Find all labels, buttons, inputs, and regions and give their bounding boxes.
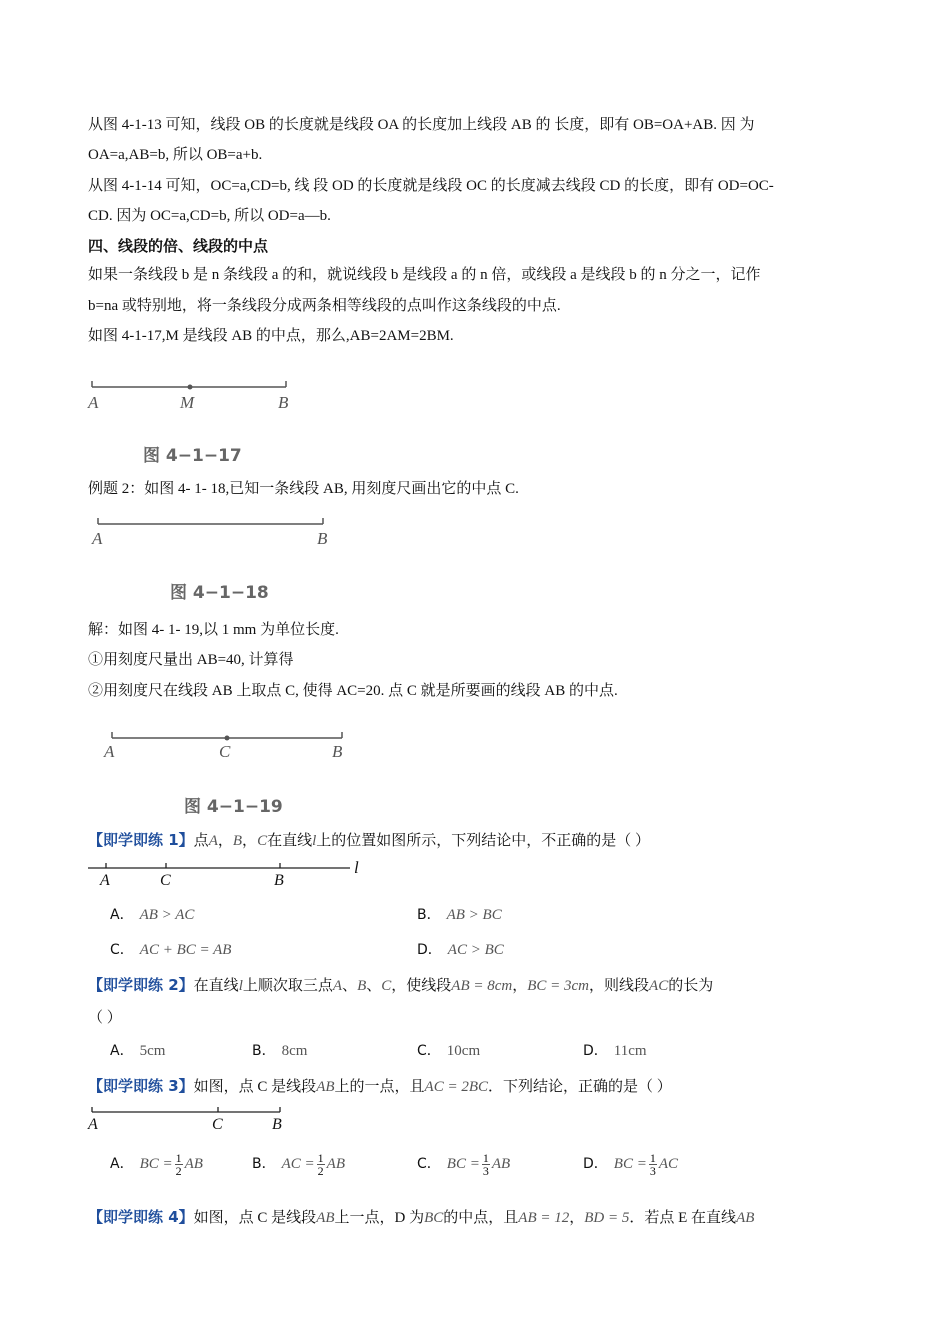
question-text: 如图，点 C 是线段 (193, 1079, 317, 1095)
question-text: 上顺次取三点 (242, 978, 333, 994)
option-text: 11cm (613, 1043, 647, 1059)
option-label: A． (110, 1043, 134, 1059)
option-label: B． (252, 1043, 276, 1059)
option-c[interactable] (417, 1040, 480, 1060)
separator: ， (569, 1210, 585, 1226)
fraction-numerator: 1 (175, 1151, 182, 1165)
fraction-denominator: 2 (175, 1164, 182, 1178)
fraction-numerator: 1 (482, 1151, 489, 1165)
fraction-denominator: 2 (317, 1164, 324, 1178)
option-label: C． (417, 1155, 441, 1172)
point-label-c: C (212, 1116, 223, 1133)
figure-caption: 图 4−1−19 (184, 797, 283, 817)
option-label: B． (252, 1155, 276, 1172)
point-label-a: A (92, 529, 103, 548)
paragraph-line: b=na 或特别地，将一条线段分成两条相等线段的点叫作这条线段的中点. (88, 298, 561, 314)
math-point: C (257, 833, 268, 849)
fraction-numerator: 1 (649, 1151, 656, 1165)
math-expr: AC (649, 978, 669, 994)
option-d[interactable] (583, 1152, 678, 1177)
fraction-denominator: 3 (649, 1164, 656, 1178)
option-a[interactable] (110, 1040, 165, 1060)
line-label-l: l (354, 858, 359, 877)
paragraph-line: 从图 4-1-14 可知，OC=a,CD=b, 线 段 OD 的长度就是线段 OC 的长度减去线段 CD 的长度，即有 OD=OC- (88, 178, 774, 194)
option-label: C． (417, 1043, 441, 1059)
point-label-a: A (88, 393, 99, 412)
question-text: 在直线 (267, 833, 313, 849)
option-lhs: BC = (446, 1155, 480, 1172)
paragraph-line: 如图 4-1-17,M 是线段 AB 的中点，那么,AB=2AM=2BM. (88, 328, 454, 344)
point-label-b: B (317, 529, 328, 548)
option-text: 10cm (446, 1043, 481, 1059)
solution-line: ①用刻度尺量出 AB=40, 计算得 (88, 652, 294, 668)
math-point: A (332, 978, 343, 994)
paragraph-line: CD. 因为 OC=a,CD=b, 所以 OD=a—b. (88, 208, 331, 224)
question-text: 上一点，D 为 (334, 1210, 425, 1226)
fraction-denominator: 3 (482, 1164, 489, 1178)
point-label-b: B (332, 742, 343, 761)
option-text: AB > AC (139, 907, 195, 923)
question-text: 的中点，且 (443, 1210, 519, 1226)
option-a[interactable] (110, 1152, 203, 1177)
figure-caption: 图 4−1−18 (170, 583, 269, 603)
option-b[interactable] (252, 1040, 307, 1060)
math-point: A (208, 833, 218, 849)
math-point: B (232, 833, 243, 849)
exercise-4-question (88, 1202, 868, 1233)
separator: ， (512, 978, 528, 994)
question-text: 上的一点，且 (334, 1079, 425, 1095)
math-expr: BD = 5 (584, 1210, 630, 1226)
option-text: AC > BC (447, 942, 504, 958)
option-label: D． (417, 942, 442, 958)
option-label: A． (110, 1155, 134, 1172)
separator: 、 (342, 978, 358, 994)
option-label: A． (110, 907, 134, 923)
math-expr: AB = 12 (518, 1210, 570, 1226)
exercise-tag: 【即学即练 2】 (88, 976, 194, 994)
option-text: 5cm (139, 1043, 166, 1059)
exercise-3-figure (88, 1104, 308, 1140)
question-text: ，使线段 (391, 978, 452, 994)
option-a[interactable] (110, 904, 194, 924)
math-line: l (238, 978, 243, 994)
option-label: C． (110, 942, 134, 958)
question-text: ．下列结论，正确的是（ ） (488, 1079, 672, 1095)
example-2-text: 例题 2：如图 4- 1- 18,已知一条线段 AB, 用刻度尺画出它的中点 C. (88, 481, 519, 497)
option-lhs: BC = (139, 1155, 173, 1172)
math-expr: AB (316, 1210, 335, 1226)
point-label-a: A (88, 1116, 98, 1133)
option-rhs: AB (184, 1155, 203, 1172)
separator: ， (242, 833, 258, 849)
figure-4-1-17 (88, 375, 298, 470)
segment-diagram (88, 510, 338, 540)
fraction-numerator: 1 (317, 1151, 324, 1165)
point-label-a: A (104, 742, 115, 761)
section-heading: 四、线段的倍、线段的中点 (88, 237, 269, 255)
figure-caption: 图 4−1−17 (143, 446, 242, 466)
option-text: 8cm (281, 1043, 308, 1059)
answer-brackets: （ ） (88, 1010, 122, 1026)
paragraph-line: 从图 4-1-13 可知，线段 OB 的长度就是线段 OA 的长度加上线段 AB 的 长度，即有 OB=OA+AB. 因 为 (88, 117, 755, 133)
math-expr: AB (316, 1079, 335, 1095)
math-expr: AB = 8cm (451, 978, 513, 994)
question-text: ．若点 E 在直线 (629, 1210, 737, 1226)
option-label: B． (417, 907, 441, 923)
option-rhs: AC (658, 1155, 678, 1172)
separator: ， (217, 833, 233, 849)
point-label-a: A (100, 872, 110, 889)
fraction (482, 1152, 490, 1177)
point-label-b: B (278, 393, 289, 412)
option-c[interactable] (110, 939, 231, 959)
line-diagram (88, 858, 378, 874)
question-text: ，则线段 (589, 978, 650, 994)
exercise-2-question (88, 970, 868, 1001)
option-lhs: AC = (281, 1155, 315, 1172)
fraction (317, 1152, 325, 1177)
question-text: 上的位置如图所示，下列结论中，不正确的是（ ） (316, 833, 651, 849)
question-text: 如图，点 C 是线段 (193, 1210, 317, 1226)
option-d[interactable] (583, 1040, 647, 1060)
math-expr: BC = 3cm (527, 978, 590, 994)
math-expr: BC (424, 1210, 444, 1226)
fraction (649, 1152, 657, 1177)
math-point: B (357, 978, 367, 994)
option-text: AB > BC (446, 907, 502, 923)
math-expr: AB (736, 1210, 755, 1226)
separator: 、 (366, 978, 382, 994)
question-text: 在直线 (193, 978, 239, 994)
point-label-c: C (160, 872, 171, 889)
point-label-m: M (180, 393, 195, 412)
paragraph-line: OA=a,AB=b, 所以 OB=a+b. (88, 147, 263, 163)
exercise-1-question (88, 825, 868, 856)
figure-4-1-18 (88, 510, 338, 605)
option-text: AC + BC = AB (139, 942, 232, 958)
solution-line: 解：如图 4- 1- 19,以 1 mm 为单位长度. (88, 622, 339, 638)
exercise-3-question (88, 1071, 868, 1102)
option-b[interactable] (252, 1152, 345, 1177)
solution-line: ②用刻度尺在线段 AB 上取点 C, 使得 AC=20. 点 C 就是所要画的线段 AB 的中点. (88, 683, 618, 699)
math-line: l (312, 833, 317, 849)
option-rhs: AB (491, 1155, 511, 1172)
paragraph-line: 如果一条线段 b 是 n 条线段 a 的和，就说线段 b 是线段 a 的 n 倍，或线段 a 是线段 b 的 n 分之一，记作 (88, 267, 761, 283)
exercise-tag: 【即学即练 3】 (88, 1077, 194, 1095)
question-text: 的长为 (668, 978, 714, 994)
question-text: 点 (193, 833, 209, 849)
exercise-1-figure (88, 858, 378, 894)
option-label: D． (583, 1043, 608, 1059)
option-d[interactable] (417, 939, 504, 959)
fraction (175, 1152, 183, 1177)
exercise-tag: 【即学即练 1】 (88, 831, 194, 849)
option-rhs: AB (326, 1155, 345, 1172)
exercise-tag: 【即学即练 4】 (88, 1208, 194, 1226)
figure-4-1-19 (100, 722, 360, 817)
option-c[interactable] (417, 1152, 510, 1177)
point-label-b: B (274, 872, 284, 889)
point-label-c: C (219, 742, 231, 761)
option-b[interactable] (417, 904, 502, 924)
math-point: C (381, 978, 392, 994)
point-label-b: B (272, 1116, 282, 1133)
option-label: D． (583, 1155, 608, 1172)
option-lhs: BC = (613, 1155, 647, 1172)
math-expr: AC = 2BC (424, 1079, 488, 1095)
